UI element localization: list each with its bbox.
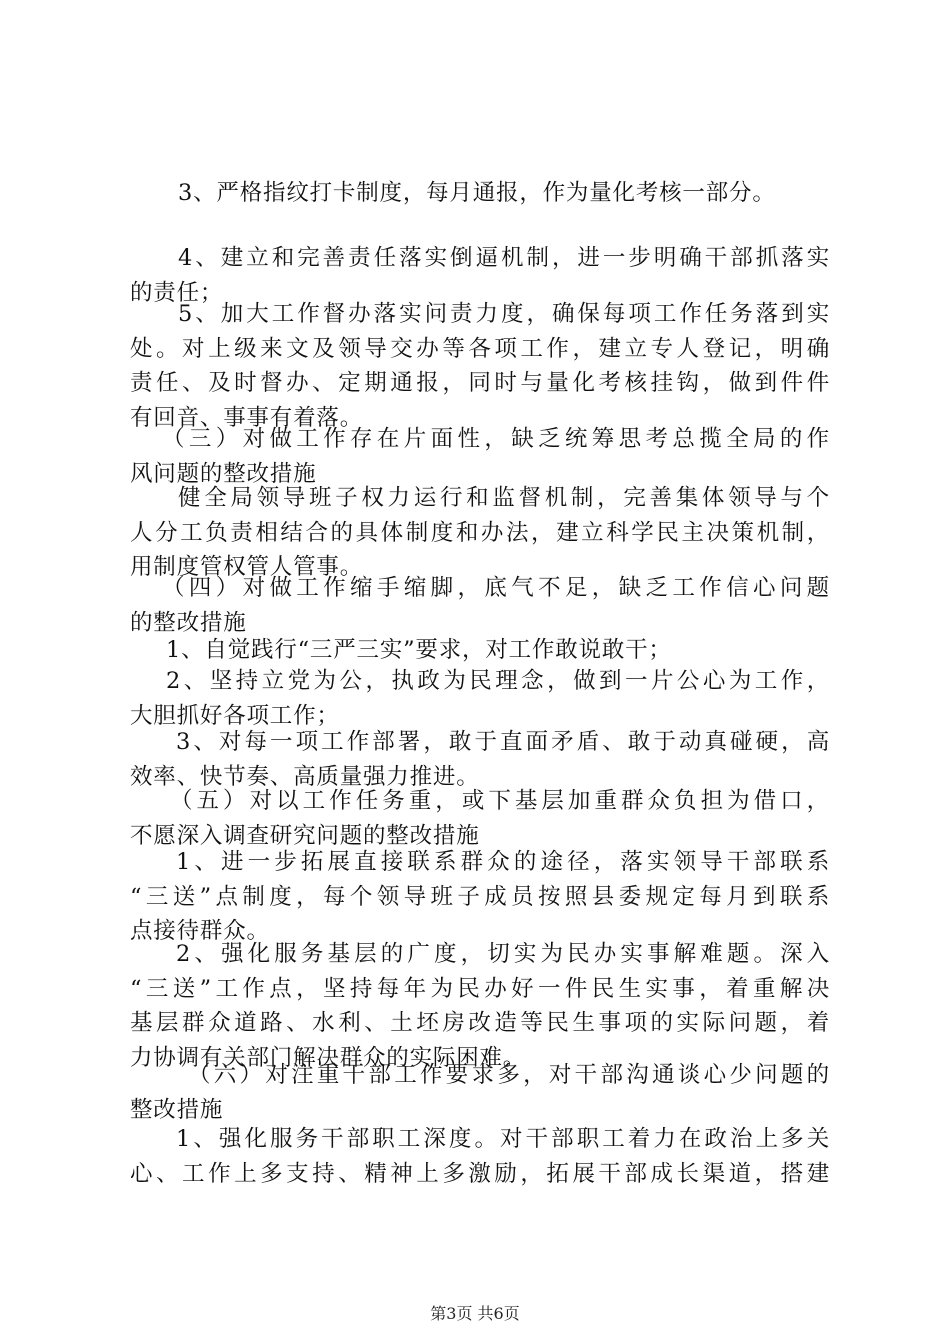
text-line: 有回音、事事有着落。 <box>130 404 364 431</box>
text-line: 健全局领导班子权力运行和监督机制，完善集体领导与个 <box>178 485 830 511</box>
text-line: “三送”点制度，每个领导班子成员按照县委规定每月到联系 <box>130 883 830 910</box>
text-line: （四）对做工作缩手缩脚，底气不足，缺乏工作信心问题 <box>162 575 830 601</box>
section-heading-6 <box>130 1058 830 1127</box>
section-heading-5 <box>130 784 830 853</box>
text-line: 效率、快节奏、高质量强力推进。 <box>130 763 480 790</box>
text-line: 力协调有关部门解决群众的实际困难。 <box>130 1044 527 1071</box>
paragraph-item-3-fingerprint <box>130 176 830 211</box>
text-line: “三送”工作点，坚持每年为民办好一件民生实事，着重解决 <box>130 975 830 1002</box>
paragraph-item-1-staff-care <box>130 1122 830 1191</box>
text-line: 处。对上级来文及领导交办等各项工作，建立专人登记，明确 <box>130 335 830 362</box>
text-line: 2、坚持立党为公，执政为民理念，做到一片公心为工作， <box>166 668 830 694</box>
text-line: 责任、及时督办、定期通报，同时与量化考核挂钩，做到件件 <box>130 370 830 397</box>
text-line: 整改措施 <box>130 1096 224 1123</box>
section-heading-4 <box>130 571 830 640</box>
text-line: 3、严格指纹打卡制度，每月通报，作为量化考核一部分。 <box>178 180 776 206</box>
text-line: （六）对注重干部工作要求多，对干部沟通谈心少问题的 <box>188 1062 830 1088</box>
page-footer: 第3页 共6页 <box>430 1304 520 1323</box>
text-line: 3、对每一项工作部署，敢于直面矛盾、敢于动真碰硬，高 <box>176 729 830 755</box>
text-line: 1、强化服务干部职工深度。对干部职工着力在政治上多关 <box>176 1126 830 1152</box>
text-line: 人分工负责相结合的具体制度和办法，建立科学民主决策机制， <box>130 519 830 546</box>
paragraph-item-1-contact-masses <box>130 845 830 949</box>
text-line: 用制度管权管人管事。 <box>130 554 364 581</box>
text-line: 基层群众道路、水利、土坯房改造等民生事项的实际问题，着 <box>130 1010 830 1037</box>
text-line: 风问题的整改措施 <box>130 460 317 487</box>
paragraph-item-2-grassroots-service <box>130 937 830 1075</box>
text-line: 大胆抓好各项工作； <box>130 702 340 729</box>
text-line: 1、自觉践行“三严三实”要求，对工作敢说敢干； <box>166 637 672 663</box>
text-line: 4、建立和完善责任落实倒逼机制，进一步明确干部抓落实 <box>178 245 830 271</box>
paragraph-item-5-supervision <box>130 297 830 435</box>
text-line: 2、强化服务基层的广度，切实为民办实事解难题。深入 <box>176 941 830 967</box>
text-line: 不愿深入调查研究问题的整改措施 <box>130 822 480 849</box>
paragraph-leadership-mechanism <box>130 481 830 585</box>
paragraph-item-2-party-building <box>130 664 830 733</box>
text-line: 的整改措施 <box>130 609 247 636</box>
text-line: （三）对做工作存在片面性，缺乏统筹思考总揽全局的作 <box>162 426 830 452</box>
paragraph-item-1-three-strict <box>130 633 830 668</box>
text-line: （五）对以工作任务重，或下基层加重群众负担为借口， <box>170 788 830 814</box>
text-line: 1、进一步拓展直接联系群众的途径，落实领导干部联系 <box>176 849 830 875</box>
text-line: 的责任； <box>130 279 224 306</box>
text-line: 5、加大工作督办落实问责力度，确保每项工作任务落到实 <box>178 301 830 327</box>
text-line: 心、工作上多支持、精神上多激励，拓展干部成长渠道，搭建 <box>130 1160 830 1187</box>
text-line: 点接待群众。 <box>130 918 270 945</box>
